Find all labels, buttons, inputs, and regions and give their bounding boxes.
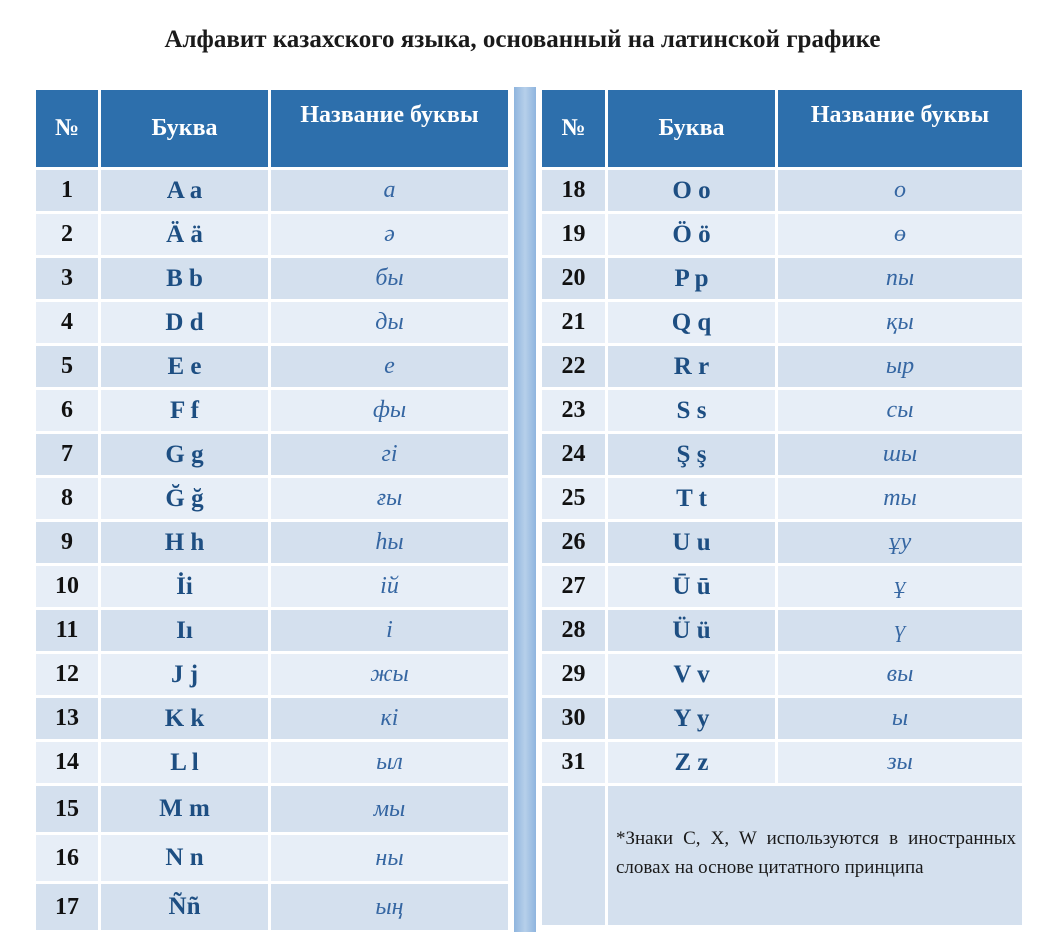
table-row bbox=[36, 786, 508, 832]
table-row bbox=[36, 478, 508, 519]
table-row bbox=[36, 214, 508, 255]
table-row bbox=[36, 566, 508, 607]
letter-name: жы bbox=[271, 654, 508, 695]
letter-number: 10 bbox=[36, 566, 98, 607]
letter-glyph: H h bbox=[101, 522, 268, 563]
letter-glyph: Ññ bbox=[101, 884, 268, 930]
table-row bbox=[36, 434, 508, 475]
table-row bbox=[36, 654, 508, 695]
header-row bbox=[36, 90, 508, 167]
letter-number: 23 bbox=[542, 390, 605, 431]
letter-number: 21 bbox=[542, 302, 605, 343]
letter-number: 4 bbox=[36, 302, 98, 343]
letter-glyph: Ö ö bbox=[608, 214, 775, 255]
letter-number: 14 bbox=[36, 742, 98, 783]
letter-number: 18 bbox=[542, 170, 605, 211]
letter-name: зы bbox=[778, 742, 1022, 783]
letter-number: 1 bbox=[36, 170, 98, 211]
table-row bbox=[542, 214, 1022, 255]
letter-name: ұ bbox=[778, 566, 1022, 607]
letter-glyph: Q q bbox=[608, 302, 775, 343]
name-header: Название буквы bbox=[778, 90, 1022, 167]
letter-name: о bbox=[778, 170, 1022, 211]
letter-name: ө bbox=[778, 214, 1022, 255]
table-row bbox=[36, 698, 508, 739]
letter-glyph: S s bbox=[608, 390, 775, 431]
letter-glyph: Ş ş bbox=[608, 434, 775, 475]
letter-name: ій bbox=[271, 566, 508, 607]
letter-number: 8 bbox=[36, 478, 98, 519]
letter-glyph: Ü ü bbox=[608, 610, 775, 651]
letter-number: 17 bbox=[36, 884, 98, 930]
letter-glyph: Ū ū bbox=[608, 566, 775, 607]
letter-glyph: V v bbox=[608, 654, 775, 695]
table-row bbox=[542, 390, 1022, 431]
letter-glyph: İi bbox=[101, 566, 268, 607]
letter-glyph: M m bbox=[101, 786, 268, 832]
letter-glyph: U u bbox=[608, 522, 775, 563]
table-row bbox=[36, 884, 508, 930]
letter-number: 25 bbox=[542, 478, 605, 519]
table-row bbox=[542, 302, 1022, 343]
letter-header: Буква bbox=[101, 90, 268, 167]
table-row bbox=[542, 654, 1022, 695]
letter-name: ды bbox=[271, 302, 508, 343]
table-row bbox=[542, 258, 1022, 299]
letter-glyph: F f bbox=[101, 390, 268, 431]
letter-number: 12 bbox=[36, 654, 98, 695]
letter-name: кі bbox=[271, 698, 508, 739]
letter-name: шы bbox=[778, 434, 1022, 475]
letter-number: 6 bbox=[36, 390, 98, 431]
letter-glyph: B b bbox=[101, 258, 268, 299]
letter-glyph: Ä ä bbox=[101, 214, 268, 255]
footnote-cell bbox=[608, 786, 1022, 925]
letter-number: 13 bbox=[36, 698, 98, 739]
letter-glyph: E e bbox=[101, 346, 268, 387]
letter-glyph: Y y bbox=[608, 698, 775, 739]
letter-name: һы bbox=[271, 522, 508, 563]
letter-number: 20 bbox=[542, 258, 605, 299]
letter-number: 29 bbox=[542, 654, 605, 695]
letter-name: мы bbox=[271, 786, 508, 832]
letter-name: ұу bbox=[778, 522, 1022, 563]
letter-glyph: O o bbox=[608, 170, 775, 211]
letter-name: бы bbox=[271, 258, 508, 299]
table-row bbox=[36, 742, 508, 783]
table-row bbox=[542, 610, 1022, 651]
table-row bbox=[542, 170, 1022, 211]
table-row bbox=[36, 835, 508, 881]
table-row bbox=[36, 346, 508, 387]
letter-glyph: R r bbox=[608, 346, 775, 387]
letter-name: қы bbox=[778, 302, 1022, 343]
table-row bbox=[36, 258, 508, 299]
letter-number: 15 bbox=[36, 786, 98, 832]
letter-glyph: T t bbox=[608, 478, 775, 519]
letter-name: вы bbox=[778, 654, 1022, 695]
letter-number: 30 bbox=[542, 698, 605, 739]
name-header: Название буквы bbox=[271, 90, 508, 167]
letter-name: пы bbox=[778, 258, 1022, 299]
letter-number: 31 bbox=[542, 742, 605, 783]
letter-glyph: Ğ ğ bbox=[101, 478, 268, 519]
letter-glyph: D d bbox=[101, 302, 268, 343]
table-row bbox=[36, 390, 508, 431]
letter-number: 27 bbox=[542, 566, 605, 607]
letter-name: ә bbox=[271, 214, 508, 255]
letter-glyph: G g bbox=[101, 434, 268, 475]
letter-header: Буква bbox=[608, 90, 775, 167]
table-row bbox=[542, 566, 1022, 607]
letter-number: 9 bbox=[36, 522, 98, 563]
letter-glyph: Iı bbox=[101, 610, 268, 651]
letter-name: ты bbox=[778, 478, 1022, 519]
table-row bbox=[36, 610, 508, 651]
note-row bbox=[542, 786, 1022, 925]
alphabet-table-left bbox=[33, 87, 511, 933]
table-row bbox=[542, 434, 1022, 475]
letter-name: ны bbox=[271, 835, 508, 881]
letter-number: 7 bbox=[36, 434, 98, 475]
letter-name: ыл bbox=[271, 742, 508, 783]
letter-number: 5 bbox=[36, 346, 98, 387]
letter-glyph: L l bbox=[101, 742, 268, 783]
header-row bbox=[542, 90, 1022, 167]
letter-glyph: N n bbox=[101, 835, 268, 881]
letter-number: 2 bbox=[36, 214, 98, 255]
letter-glyph: Z z bbox=[608, 742, 775, 783]
letter-glyph: K k bbox=[101, 698, 268, 739]
footnote-text: *Знаки C, X, W используются в иностранных словах на основе цитатного принципа bbox=[616, 827, 1016, 878]
letter-name: фы bbox=[271, 390, 508, 431]
letter-number: 26 bbox=[542, 522, 605, 563]
letter-number: 22 bbox=[542, 346, 605, 387]
letter-number: 16 bbox=[36, 835, 98, 881]
page-title: Алфавит казахского языка, основанный на латинской графике bbox=[164, 26, 881, 53]
number-header: № bbox=[36, 90, 98, 167]
letter-glyph: P p bbox=[608, 258, 775, 299]
letter-name: сы bbox=[778, 390, 1022, 431]
note-spacer bbox=[542, 786, 605, 925]
table-row bbox=[542, 478, 1022, 519]
letter-name: і bbox=[271, 610, 508, 651]
number-header: № bbox=[542, 90, 605, 167]
table-row bbox=[542, 698, 1022, 739]
letter-number: 11 bbox=[36, 610, 98, 651]
letter-number: 28 bbox=[542, 610, 605, 651]
table-row bbox=[36, 522, 508, 563]
letter-glyph: J j bbox=[101, 654, 268, 695]
table-row bbox=[36, 302, 508, 343]
letter-number: 24 bbox=[542, 434, 605, 475]
table-row bbox=[542, 346, 1022, 387]
table-row bbox=[36, 170, 508, 211]
alphabet-table-right bbox=[539, 87, 1025, 928]
table-row bbox=[542, 522, 1022, 563]
letter-name: гі bbox=[271, 434, 508, 475]
letter-name: а bbox=[271, 170, 508, 211]
letter-name: ы bbox=[778, 698, 1022, 739]
letter-name: ғы bbox=[271, 478, 508, 519]
letter-glyph: A a bbox=[101, 170, 268, 211]
table-row bbox=[542, 742, 1022, 783]
letter-number: 19 bbox=[542, 214, 605, 255]
letter-number: 3 bbox=[36, 258, 98, 299]
letter-name: ыр bbox=[778, 346, 1022, 387]
letter-name: е bbox=[271, 346, 508, 387]
letter-name: ың bbox=[271, 884, 508, 930]
letter-name: ү bbox=[778, 610, 1022, 651]
column-separator bbox=[514, 87, 536, 932]
